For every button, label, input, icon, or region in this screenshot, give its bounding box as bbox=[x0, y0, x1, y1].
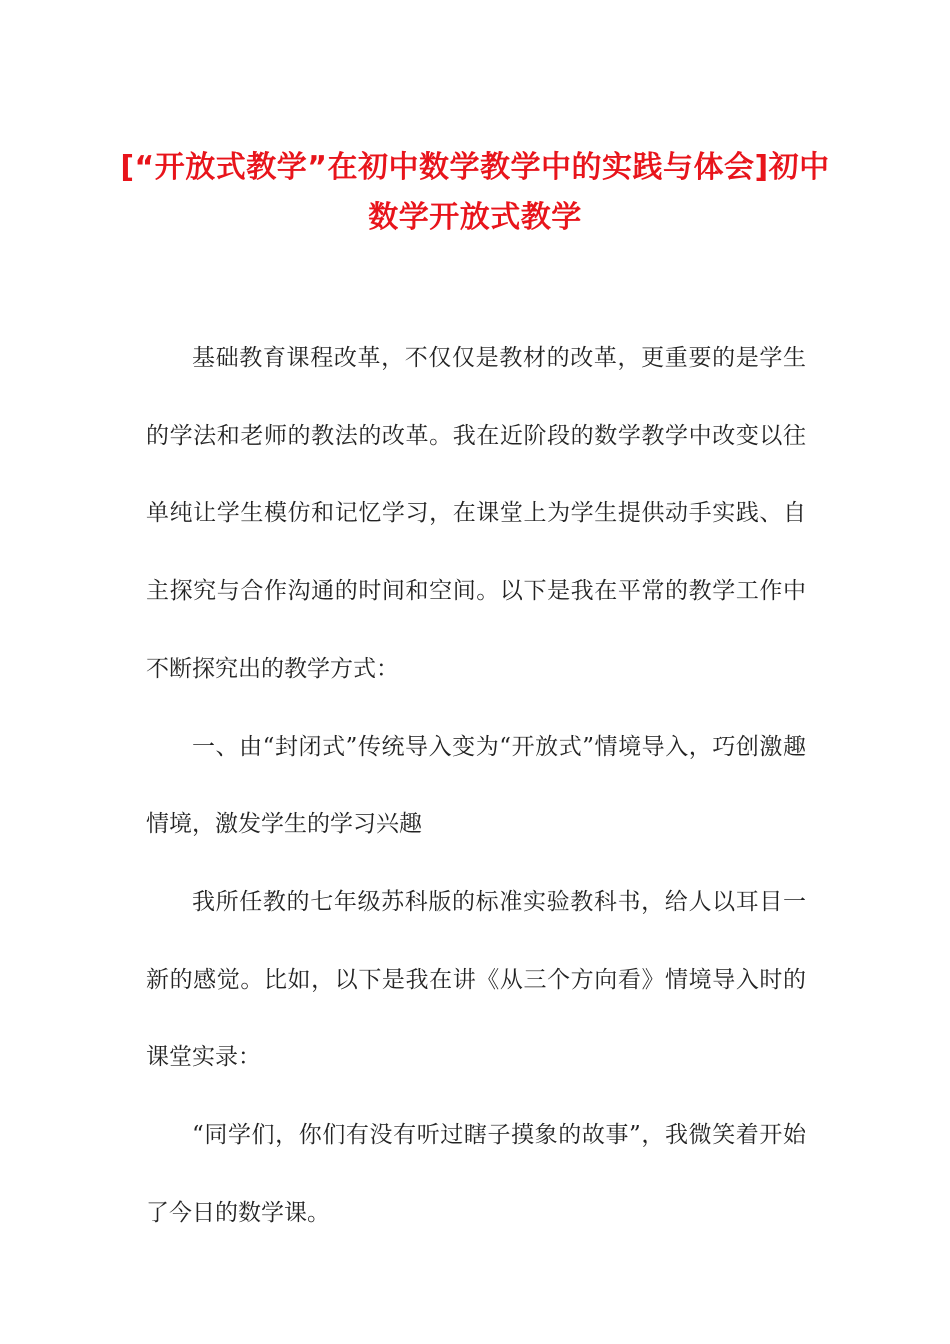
paragraph-intro: 基础教育课程改革，不仅仅是教材的改革，更重要的是学生的学法和老师的教法的改革。我在近阶段的数学教学中改变以往单纯让学生模仿和记忆学习，在课堂上为学生提供动手实践、自主探究与合作沟通的时间和空间。以下是我在平常的教学工作中不断探究出的教学方式： bbox=[146, 345, 806, 682]
paragraph-textbook: 我所任教的七年级苏科版的标准实验教科书，给人以耳目一新的感觉。比如，以下是我在讲《从三个方向看》情境导入时的课堂实录： bbox=[146, 888, 806, 1071]
document-title: [“开放式教学”在初中数学教学中的实践与体会]初中数学开放式教学 bbox=[120, 150, 830, 235]
document-body bbox=[146, 320, 806, 1252]
paragraph-section-heading: 一、由“封闭式”传统导入变为“开放式”情境导入，巧创激趣情境，激发学生的学习兴趣 bbox=[146, 733, 806, 838]
paragraph-class-record: “同学们，你们有没有听过瞎子摸象的故事”，我微笑着开始了今日的数学课。 bbox=[146, 1122, 806, 1226]
